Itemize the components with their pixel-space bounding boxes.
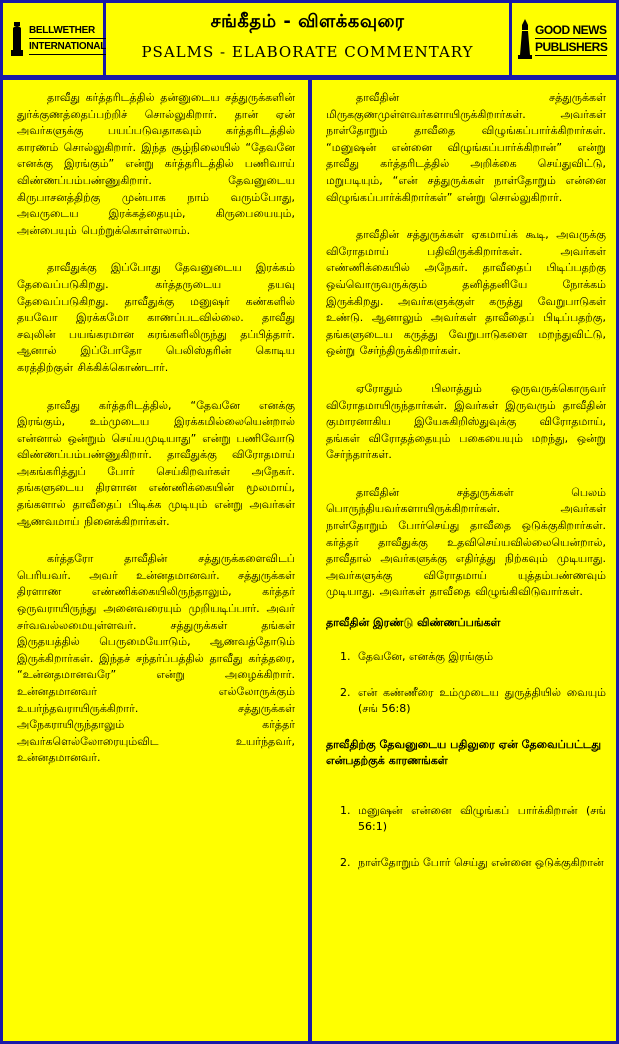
paragraph: கர்த்தரோ தாவீதின் சத்துருக்களைவிடப் பெரியவர். அவர் உன்னதமானவர். சத்துருக்கள் திரளாண எண்ணிக்கையிலிருந்தாலும், கர்த்தர் ஒருவராயிருந்து அனைவரையும் முறியடிப்பார். அவர் சர்வவல்லமையுள்ளவர். சத்துருக்கள் தங்கள் இருதயத்தில் பெருமையோடும், ஆணவத்தோடும் இருக்கிறார்கள். இந்தச் சந்தர்ப்பத்தில் தாவீது கர்த்தரை, “உன்னதமானவரே” என்று அழைக்கிறார். உன்னதமானவர் எல்லோருக்கும் உயர்ந்தவராயிருக்கிறார். சத்துருக்கள் அநேகராயிருந்தாலும் கர்த்தர் அவர்களெல்லோரையும்விட உயர்ந்தவர், உன்னதமானவர். <box>17 552 295 765</box>
list-item: 2. நாள்தோறும் போர் செய்து என்னை ஒடுக்குகிறான் <box>354 855 606 871</box>
paragraph: தாவீதின் சத்துருக்கள் பெலம் பொருந்தியவர்களாயிருக்கிறார்கள். அவர்கள் நாள்தோறும் போர்செய்து தாவீதை ஒடுக்குகிறார்கள். கர்த்தர் தாவீதுக்கு உதவிசெய்யவில்லையென்றால், தாவீதால் அவர்களுக்கு எதிர்த்து நிற்கவும் முடியாது. அவர்களுக்கு விரோதமாய் யுத்தம்பண்ணவும் முடியாது. அவர்கள் தாவீதை விழுங்கிவிடுவார்கள். <box>326 485 606 599</box>
left-column <box>3 80 308 1041</box>
logo-right-line1: GOOD NEWS <box>535 23 607 37</box>
paragraph: தாவீதின் சத்துருக்கள் ஏகமாய்க் கூடி, அவருக்கு விரோதமாய் பதிவிருக்கிறார்கள். அவர்கள் எண்ணிக்கையில் அநேகர். தாவீதைப் பிடிப்பதற்கு ஒவ்வொருவருக்கும் தனித்தனியே நோக்கம் இருக்கிறது. அவர்களுக்குள் கருத்து வேறுபாடுகள் உண்டு. ஆனாலும் அவர்கள் தாவீதைப் பிடிப்பதற்கு, தங்களுடைய கருத்து வேறுபாடுகளை மறந்துவிட்டு, ஒன்று சேர்ந்திருக்கிறார்கள். <box>326 228 606 358</box>
right-column <box>312 80 616 1041</box>
page-title-english: PSALMS - ELABORATE COMMENTARY <box>141 43 474 61</box>
paragraph: தாவீதின் சத்துருக்கள் மிருககுணமுள்ளவர்களாயிருக்கிறார்கள். அவர்கள் நாள்தோறும் தாவீதை விழுங்கப்பார்க்கிறார்கள். “மனுஷன் என்னை விழுங்கப்பார்க்கிறான்” என்று தாவீது கர்த்தரிடத்தில் அறிக்கை செய்துவிட்டு, மறுபடியும், “என் சத்துருக்கள் நாள்தோறும் என்னை விழுங்கப்பார்க்கிறார்கள்” என்று சொல்லுகிறார். <box>326 91 606 204</box>
requests-list <box>326 649 606 717</box>
page-title-tamil: சங்கீதம் - விளக்கவுரை <box>210 11 405 32</box>
paragraph: ஏரோதும் பிலாத்தும் ஒருவருக்கொருவர் விரோதமாயிருந்தார்கள். இவர்கள் இருவரும் தாவீதின் குமாரனாகிய இயேசுகிறிஸ்துவுக்கு விரோதமாய், தங்கள் விரோதத்தையும் பகையையும் மறந்து, ஒன்று சேர்ந்தார்கள். <box>326 381 606 462</box>
sheep-icon <box>9 20 25 58</box>
list-item: 2. என் கண்ணீரை உம்முடைய துருத்தியில் வையும் (சங் 56:8) <box>354 685 606 717</box>
bellwether-logo <box>3 3 107 75</box>
logo-right-line2: PUBLISHERS <box>535 40 608 54</box>
page-header <box>106 3 509 75</box>
paragraph: தாவீது கர்த்தரிடத்தில் தன்னுடைய சத்துருக்களின் துர்க்குணத்தைப்பற்றிச் சொல்லுகிறார். தான் ஏன் அவர்களுக்கு பயப்படுவதாகவும் கர்த்தரிடத்தில் காரணம் சொல்லுகிறார். இந்த சூழ்நிலையில் “தேவனே எனக்கு இரங்கும்” என்று கர்த்தரிடத்தில் பணிவாய் விண்ணப்பம்பண்ணுகிறார். தேவனுடைய கிருபாசனத்திற்கு முன்பாக நாம் வரும்போது, அவருடைய இரக்கத்தையும், கிருபையையும், அன்பையும் பெற்றுக்கொள்ளலாம். <box>17 91 295 237</box>
list-item: 1. தேவனே, எனக்கு இரங்கும் <box>354 649 606 665</box>
section-heading-requests: தாவீதின் இரண்டு விண்ணப்பங்கள் <box>326 616 501 630</box>
logo-left-line2: INTERNATIONAL <box>29 39 106 55</box>
list-item: 1. மனுஷன் என்னை விழுங்கப் பார்க்கிறான் (சங் 56:1) <box>354 803 606 835</box>
lighthouse-icon <box>518 19 532 59</box>
paragraph: தாவீதுக்கு இப்போது தேவனுடைய இரக்கம் தேவைப்படுகிறது. கர்த்தருடைய தயவு தேவைப்படுகிறது. தாவீதுக்கு மனுஷர் கண்களில் தயவோ இரக்கமோ காணப்படவில்லை. தாவீது சவுலின் பயங்கரமான கரங்களிலிருந்து தப்பித்தார். ஆனால் இப்போதோ பெலிஸ்தரின் கொடிய கரத்திற்குள் சிக்கிக்கொண்டார். <box>17 261 295 374</box>
good-news-logo <box>512 3 616 75</box>
logo-left-line1: BELLWETHER <box>29 23 106 39</box>
reasons-list <box>326 803 606 871</box>
paragraph: தாவீது கர்த்தரிடத்தில், “தேவனே எனக்கு இரங்கும், உம்முடைய இரக்கமில்லையென்றால் என்னால் ஒன்றும் செய்யமுடியாது” என்று பணிவோடு விண்ணப்பம்பண்ணுகிறார். தாவீதுக்கு விரோதமாய் அகங்கரித்துப் போர் செய்கிறவர்கள் அநேகர். தங்களுடைய திரளான எண்ணிக்கையின் மூலமாய், தங்களால் தாவீதைப் பிடிக்க முடியும் என்று அவர்கள் ஆணவமாய் நினைக்கிறார்கள். <box>17 398 295 528</box>
section-heading-reasons: தாவீதிற்கு தேவனுடைய பதிலுரை ஏன் தேவைப்பட்டது என்பதற்குக் காரணங்கள் <box>326 738 602 768</box>
